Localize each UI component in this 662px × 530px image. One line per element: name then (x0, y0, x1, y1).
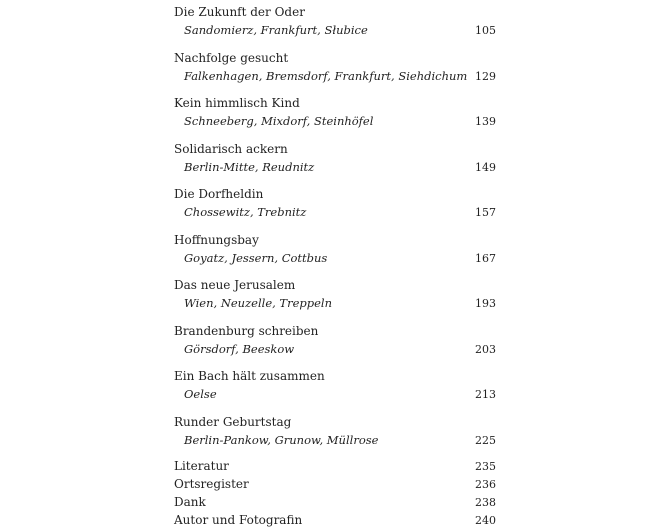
back-matter-page-number: 240 (475, 514, 496, 527)
back-matter-label: Ortsregister (174, 477, 249, 491)
toc-entry (174, 277, 504, 323)
back-matter-page-number: 236 (475, 478, 496, 491)
chapter-places: Schneeberg, Mixdorf, Steinhöfel (184, 114, 374, 128)
table-of-contents (174, 4, 504, 459)
chapter-places: Berlin-Mitte, Reudnitz (184, 159, 315, 174)
chapter-title: Die Dorfheldin (174, 187, 264, 201)
chapter-title: Brandenburg schreiben (174, 323, 319, 338)
chapter-page-number: 139 (475, 115, 496, 128)
chapter-title: Die Zukunft der Oder (174, 5, 305, 19)
chapter-places: Wien, Neuzelle, Treppeln (184, 296, 333, 310)
chapter-page-number: 149 (475, 160, 496, 174)
chapter-page-number: 193 (475, 297, 496, 310)
chapter-page-number: 105 (475, 24, 496, 37)
chapter-places: Goyatz, Jessern, Cottbus (184, 250, 328, 265)
chapter-places: Görsdorf, Beeskow (184, 341, 295, 356)
chapter-title: Nachfolge gesucht (174, 50, 289, 65)
back-matter-item (174, 458, 504, 476)
chapter-places: Falkenhagen, Bremsdorf, Frankfurt, Siehdichum (184, 68, 468, 83)
toc-entry (174, 232, 504, 278)
toc-entry (174, 414, 504, 460)
toc-entry (174, 323, 504, 369)
chapter-title: Ein Bach hält zusammen (174, 369, 325, 383)
back-matter-page-number: 238 (475, 496, 496, 509)
chapter-title: Hoffnungsbay (174, 232, 259, 247)
back-matter-item (174, 476, 504, 494)
chapter-places: Berlin-Pankow, Grunow, Müllrose (184, 432, 379, 447)
chapter-places: Sandomierz, Frankfurt, Słubice (184, 23, 368, 37)
chapter-page-number: 167 (475, 251, 496, 265)
chapter-places: Chossewitz, Trebnitz (184, 205, 307, 219)
back-matter-page-number: 235 (475, 460, 496, 473)
back-matter-item (174, 494, 504, 512)
chapter-title: Solidarisch ackern (174, 141, 288, 156)
toc-entry (174, 368, 504, 414)
toc-entry (174, 95, 504, 141)
chapter-title: Das neue Jerusalem (174, 278, 296, 292)
chapter-page-number: 213 (475, 388, 496, 401)
toc-entry (174, 141, 504, 187)
toc-entry (174, 186, 504, 232)
chapter-page-number: 157 (475, 206, 496, 219)
chapter-page-number: 203 (475, 342, 496, 356)
back-matter-label: Dank (174, 495, 206, 509)
chapter-places: Oelse (184, 387, 217, 401)
back-matter-item (174, 512, 504, 530)
back-matter-label: Autor und Fotografin (174, 513, 303, 527)
chapter-page-number: 225 (475, 433, 496, 447)
chapter-title: Kein himmlisch Kind (174, 96, 300, 110)
chapter-title: Runder Geburtstag (174, 414, 292, 429)
back-matter-label: Literatur (174, 459, 229, 473)
toc-entry (174, 50, 504, 96)
chapter-page-number: 129 (475, 69, 496, 83)
back-matter-list (174, 458, 504, 530)
toc-entry (174, 4, 504, 50)
